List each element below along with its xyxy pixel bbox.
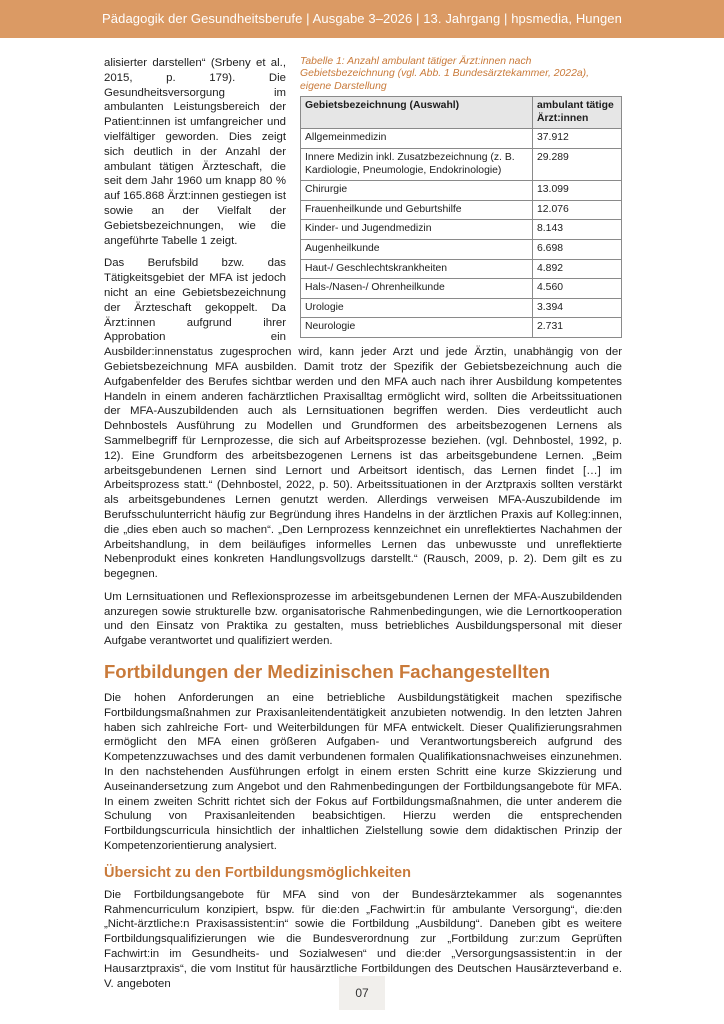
table-row: [301, 149, 622, 181]
table-cell: 8.143: [533, 220, 622, 240]
table-cell: Chirurgie: [301, 181, 533, 201]
table-cell: 37.912: [533, 129, 622, 149]
table-cell: 3.394: [533, 298, 622, 318]
body-paragraph: Das Berufsbild bzw. das Tätigkeitsgebiet der MFA ist jedoch nicht an eine Gebietsbezeichnung der Ärzteschaft gekoppelt. Da Ärzt:innen aufgrund ihrer Approbation ein Ausbilder:innenstatus zugesprochen wird, kann jeder Arzt und jede Ärztin, unabhängig von der Gebietsbezeichnung MFA ausbilden. Damit trotz der Spezifik der Gebietsbezeichnung auch die Aufgabenfelder des Berufes sichtbar werden und den MFA auch nach ihrer Ausbildung kompetentes Handeln in einem anderen fachärztlichen Praxisalltag ermöglicht wird, sollten die Arbeitssituationen der MFA-Auszubildenden auch als Lernsituationen begriffen werden. Dies verdeutlicht auch Dehnbostels Ausführung zu Modellen und Grundformen des arbeitsbezogenen Lernens als Sammelbegriff für Lernprozesse, die sich auf Arbeitsprozesse beziehen. (vgl. Dehnbostel, 1992, p. 12). Eine Grundform des arbeitsbezogenen Lernens ist das arbeitsgebundene Lernen. „Beim arbeitsgebundenen Lernen sind Lernort und Arbeitsort identisch, das Lernen findet […] im Arbeitsprozess statt.“ (Dehnbostel, 2022, p. 50). Arbeitssituationen in der Arztpraxis sollten verstärkt als arbeitsgebundenes Lernen genutzt werden. Allerdings verweisen MFA-Auszubildende im Berufsschulunterricht häufig zur Begründung ihres Handelns in der ärztlichen Praxis auf Kolleg:innen, die „dies eben auch so machen“. „Den Lernprozess kennzeichnet ein unreflektiertes Nachahmen der Arbeitshandlung, in dem beiläufiges informelles Lernen das unbewusste und unreflektierte Nebenprodukt eines konkreten Handlungsvollzugs darstellt.“ (Rausch, 2009, p. 2). Dem gilt es zu begegnen.: [104, 257, 622, 581]
article-body: [104, 56, 622, 991]
table-cell: 13.099: [533, 181, 622, 201]
table-header-row: [301, 97, 622, 129]
table-row: [301, 259, 622, 279]
table-row: [301, 181, 622, 201]
table-header-cell: ambulant tätige Ärzt:innen: [533, 97, 622, 129]
table-cell: Neurologie: [301, 318, 533, 338]
page-number-text: 07: [355, 986, 369, 1000]
table-cell: 4.560: [533, 279, 622, 299]
table-row: [301, 129, 622, 149]
table-row: [301, 200, 622, 220]
running-header-text: Pädagogik der Gesundheitsberufe | Ausgabe 3–2026 | 13. Jahrgang | hpsmedia, Hungen: [102, 11, 622, 26]
body-paragraph: Die hohen Anforderungen an eine betriebliche Ausbildungstätigkeit machen spezifische Fortbildungsmaßnahmen zur Praxisanleitendentätigkeit anzubieten notwendig. In den letzten Jahren haben sich zahlreiche Fort- und Weiterbildungen für MFA entwickelt. Dieser Qualifizierungsrahmen ermöglicht den MFA einen größeren Aufgaben- und Verantwortungsbereich aufgrund des Kompetenzzuwachses und des damit verbundenen formalen Qualifikationsnachweises einzunehmen. In den nachstehenden Ausführungen erfolgt in einem ersten Schritt eine kurze Skizzierung und Auseinandersetzung zum Angebot und den Rahmenbedingungen der Fortbildungsangebote für MFA. In einem zweiten Schritt richtet sich der Fokus auf Fortbildungsmaßnahmen, die unter anderem die Schulung von Praxisanleitenden beabsichtigen. Hierzu werden die entsprechenden Fortbildungscurricula hinsichtlich der inhaltlichen Zielstellung sowie dem didaktischen Prinzip der Kompetenzorientierung analysiert.: [104, 692, 622, 853]
table-header-cell: Gebietsbezeichnung (Auswahl): [301, 97, 533, 129]
running-header: [0, 0, 724, 38]
data-table: [300, 96, 622, 338]
body-paragraph: Um Lernsituationen und Reflexionsprozesse im arbeitsgebundenen Lernen der MFA-Auszubildenden anzuregen sowie strukturelle bzw. organisatorische Rahmenbedingungen, wie die Lernortkooperation und den Einsatz von Praktika zu gestalten, muss betriebliches Ausbildungspersonal mit dieser Aufgabe verantwortet und qualifiziert werden.: [104, 590, 622, 648]
body-paragraph: Die Fortbildungsangebote für MFA sind von der Bundesärztekammer als sogenanntes Rahmencurriculum konzipiert, bspw. für die:den „Fachwirt:in für ambulante Versorgung“, die:den „Nicht-ärztliche:n Praxisassistent:in“ sowie die Fortbildung „Ausbildung“. Daneben gibt es weitere Fortbildungsqualifizierungen wie die Bundesverordnung zur „Fortbildung zur:zum Geprüften Fachwirt:in im Gesundheits- und Sozialwesen“ und die:der „Versorgungsassistent:in in der Hausarztpraxis“, die vom Institut für hausärztliche Fortbildungen des Deutschen Hausärzteverband e. V. angeboten: [104, 888, 622, 990]
table-cell: 29.289: [533, 149, 622, 181]
subsection-heading: Übersicht zu den Fortbildungsmöglichkeiten: [104, 864, 411, 881]
table-row: [301, 220, 622, 240]
table-caption: Tabelle 1: Anzahl ambulant tätiger Ärzt:innen nach Gebietsbezeichnung (vgl. Abb. 1 Bundesärztekammer, 2022a), eigene Darstellung: [300, 56, 589, 92]
paragraph-gap: [104, 582, 622, 590]
table-cell: Allgemeinmedizin: [301, 129, 533, 149]
table-cell: 12.076: [533, 200, 622, 220]
section-heading: Fortbildungen der Medizinischen Fachangestellten: [104, 661, 551, 683]
table-figure: [300, 56, 622, 338]
table-cell: 4.892: [533, 259, 622, 279]
table-cell: Augenheilkunde: [301, 239, 533, 259]
table-cell: Frauenheilkunde und Geburtshilfe: [301, 200, 533, 220]
table-cell: Kinder- und Jugendmedizin: [301, 220, 533, 240]
table-cell: Hals-/Nasen-/ Ohrenheilkunde: [301, 279, 533, 299]
table-cell: 2.731: [533, 318, 622, 338]
table-row: [301, 239, 622, 259]
table-row: [301, 318, 622, 338]
table-cell: Innere Medizin inkl. Zusatzbezeichnung (z. B. Kardiologie, Pneumologie, Endokrinologie): [301, 149, 533, 181]
table-cell: 6.698: [533, 239, 622, 259]
table-row: [301, 279, 622, 299]
page-number: [339, 976, 385, 1010]
table-cell: Haut-/ Geschlechtskrankheiten: [301, 259, 533, 279]
table-cell: Urologie: [301, 298, 533, 318]
table-row: [301, 298, 622, 318]
body-paragraph: alisierter darstellen“ (Srbeny et al., 2015, p. 179). Die Gesundheitsversorgung im ambulanten Leistungsbereich der Patient:innen ist umfangreicher und vielfältiger geworden. Dies zeigt sich deutlich in der Anzahl der ambulant tätigen Ärzteschaft, die seit dem Jahr 1960 um knapp 80 % auf 165.868 Ärzt:innen gestiegen ist sowie an der Vielfalt der Gebietsbezeichnungen, wie die angeführte Tabelle 1 zeigt.: [104, 57, 286, 247]
